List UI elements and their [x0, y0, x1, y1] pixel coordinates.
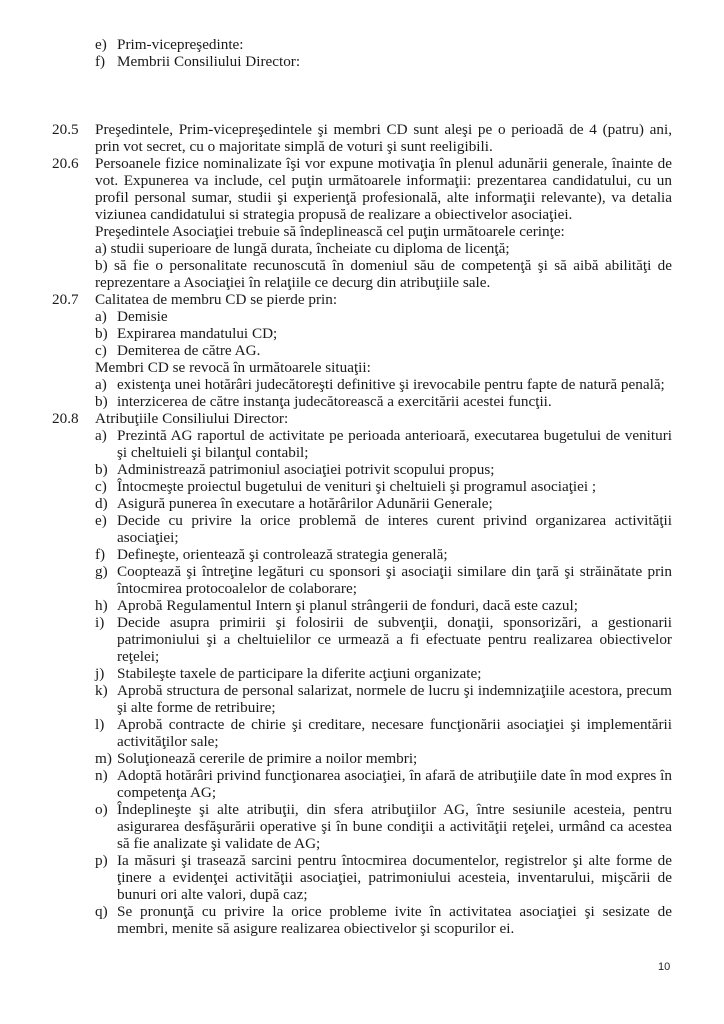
list-item	[95, 393, 672, 410]
list-letter: d)	[95, 495, 108, 512]
list-item	[95, 750, 672, 767]
section-20-7	[52, 291, 672, 410]
list-text: Se pronunţă cu privire la orice probleme ivite în activitatea asociaţiei şi sesizate de membri, menite să asigure realizarea obiectivelor şi scopurilor ei.	[117, 903, 672, 937]
section-paragraph: Persoanele fizice nominalizate îşi vor expune motivaţia în plenul adunării generale, înainte de vot. Expunerea va include, cel puţin următoarele informaţii: prezentarea candidatului, cu un profil personal sumar, studii şi experienţă profesională, alte informaţii relevante), va detalia viziunea candidatului si strategia propusă de realizare a obiectivelor asociaţiei.	[95, 155, 672, 223]
list-text: Prezintă AG raportul de activitate pe perioada anterioară, executarea bugetului de venituri şi cheltuieli şi bilanţul contabil;	[117, 427, 672, 461]
list-item	[95, 495, 672, 512]
list-item	[95, 614, 672, 665]
list-item	[95, 767, 672, 801]
list-text: interzicerea de către instanţa judecătorească a exercitării acestei funcţii.	[117, 393, 552, 410]
list-letter: f)	[95, 546, 106, 563]
list-text: Demiterea de către AG.	[117, 342, 261, 359]
list-text: Demisie	[117, 308, 168, 325]
section-20-5	[52, 121, 672, 155]
list-item	[95, 903, 672, 937]
list-letter: o)	[95, 801, 108, 818]
list-item	[95, 478, 672, 495]
section-number: 20.7	[52, 291, 79, 308]
revocation-title: Membri CD se revocă în următoarele situaţii:	[95, 359, 371, 376]
list-item	[95, 53, 672, 70]
list-letter: b)	[95, 393, 108, 410]
section-number: 20.5	[52, 121, 79, 138]
section-paragraph: Preşedintele Asociaţiei trebuie să îndeplinească cel puţin următoarele cerinţe:	[95, 223, 565, 240]
spacer	[52, 70, 672, 121]
list-item	[95, 308, 672, 325]
list-letter: i)	[95, 614, 105, 631]
list-text: Asigură punerea în executare a hotărârilor Adunării Generale;	[117, 495, 493, 512]
list-item	[95, 342, 672, 359]
list-item	[95, 325, 672, 342]
section-20-6	[52, 155, 672, 291]
list-item	[95, 716, 672, 750]
list-text: Aprobă structura de personal salarizat, normele de lucru şi indemnizaţiile acestora, precum şi alte forme de retribuire;	[117, 682, 672, 716]
list-text: Membrii Consiliului Director:	[117, 53, 301, 70]
list-letter: c)	[95, 342, 107, 359]
list-text: Defineşte, orientează şi controlează strategia generală;	[117, 546, 448, 563]
list-text: existenţa unei hotărâri judecătoreşti definitive şi irevocabile pentru fapte de natură penală;	[117, 376, 665, 393]
list-letter: c)	[95, 478, 107, 495]
list-text: Soluţionează cererile de primire a noilor membri;	[117, 750, 418, 767]
list-item	[95, 546, 672, 563]
list-item	[95, 563, 672, 597]
list-letter: g)	[95, 563, 108, 580]
list-letter: h)	[95, 597, 108, 614]
list-item	[95, 852, 672, 903]
list-item	[95, 801, 672, 852]
list-item	[95, 665, 672, 682]
list-item	[95, 376, 672, 393]
list-item	[95, 427, 672, 461]
list-item	[95, 682, 672, 716]
section-number: 20.6	[52, 155, 79, 172]
list-letter: j)	[95, 665, 105, 682]
list-letter: b)	[95, 461, 108, 478]
page-number: 10	[658, 961, 671, 973]
top-list	[95, 36, 672, 70]
list-letter: p)	[95, 852, 108, 869]
list-letter: b)	[95, 325, 108, 342]
list-letter: e)	[95, 36, 107, 53]
list-text: Prim-vicepreşedinte:	[117, 36, 244, 53]
list-letter: k)	[95, 682, 108, 699]
list-item	[95, 461, 672, 478]
list-text: Expirarea mandatului CD;	[117, 325, 278, 342]
list-text: Aprobă Regulamentul Intern şi planul strângerii de fonduri, dacă este cazul;	[117, 597, 578, 614]
list-letter: f)	[95, 53, 106, 70]
list-letter: q)	[95, 903, 108, 920]
section-title: Calitatea de membru CD se pierde prin:	[95, 291, 338, 308]
page-content	[52, 36, 672, 937]
list-text: Aprobă contracte de chirie şi creditare, necesare funcţionării asociaţiei şi implementării activităţilor sale;	[117, 716, 672, 750]
section-number: 20.8	[52, 410, 79, 427]
section-text: Preşedintele, Prim-vicepreşedintele şi membri CD sunt aleşi pe o perioadă de 4 (patru) ani, prin vot secret, cu o majoritate simplă de voturi şi sunt reeligibili.	[95, 121, 672, 155]
list-item	[95, 512, 672, 546]
list-text: Ia măsuri şi trasează sarcini pentru întocmirea documentelor, registrelor şi alte forme de ţinere a evidenţei activităţii asociaţiei, patrimoniului acesteia, inventarului, mişcării de bunuri ori alte valori, după caz;	[117, 852, 672, 903]
list-letter: e)	[95, 512, 107, 529]
section-20-8	[52, 410, 672, 937]
list-text: Întocmeşte proiectul bugetului de venituri şi cheltuieli şi programul asociaţiei ;	[117, 478, 597, 495]
list-letter: a)	[95, 308, 107, 325]
list-letter: m)	[95, 750, 112, 767]
list-letter: a)	[95, 427, 107, 444]
list-letter: n)	[95, 767, 108, 784]
list-letter: a)	[95, 376, 107, 393]
list-text: Cooptează şi întreţine legături cu sponsori şi asociaţii similare din ţară şi străinătate prin întocmirea protocoalelor de colaborare;	[117, 563, 672, 597]
list-text: Decide asupra primirii şi folosirii de subvenţii, donaţii, sponsorizări, a gestionarii patrimoniului şi a cheltuielilor ce urmează a fi efectuate pentru realizarea obiectivelor reţelei;	[117, 614, 672, 665]
section-paragraph: a) studii superioare de lungă durata, încheiate cu diploma de licenţă;	[95, 240, 510, 257]
list-item	[95, 597, 672, 614]
list-letter: l)	[95, 716, 105, 733]
section-title: Atribuţiile Consiliului Director:	[95, 410, 289, 427]
list-text: Administrează patrimoniul asociaţiei potrivit scopului propus;	[117, 461, 495, 478]
list-text: Îndeplineşte şi alte atribuţii, din sfera atribuţiilor AG, între sesiunile acesteia, pentru asigurarea desfăşurării operative şi în bune condiţii a activităţii reţelei, urmând ca acestea să fie analizate şi validate de AG;	[117, 801, 672, 852]
list-text: Adoptă hotărâri privind funcţionarea asociaţiei, în afară de atribuţiile date în mod expres în competenţa AG;	[117, 767, 672, 801]
list-item	[95, 36, 672, 53]
list-text: Decide cu privire la orice problemă de interes curent privind organizarea activităţii asociaţiei;	[117, 512, 672, 546]
list-text: Stabileşte taxele de participare la diferite acţiuni organizate;	[117, 665, 482, 682]
section-paragraph: b) să fie o personalitate recunoscută în domeniul său de competenţă şi să aibă abilităţi de reprezentare a Asociaţiei în relaţiile ce decurg din atribuţiile sale.	[95, 257, 672, 291]
